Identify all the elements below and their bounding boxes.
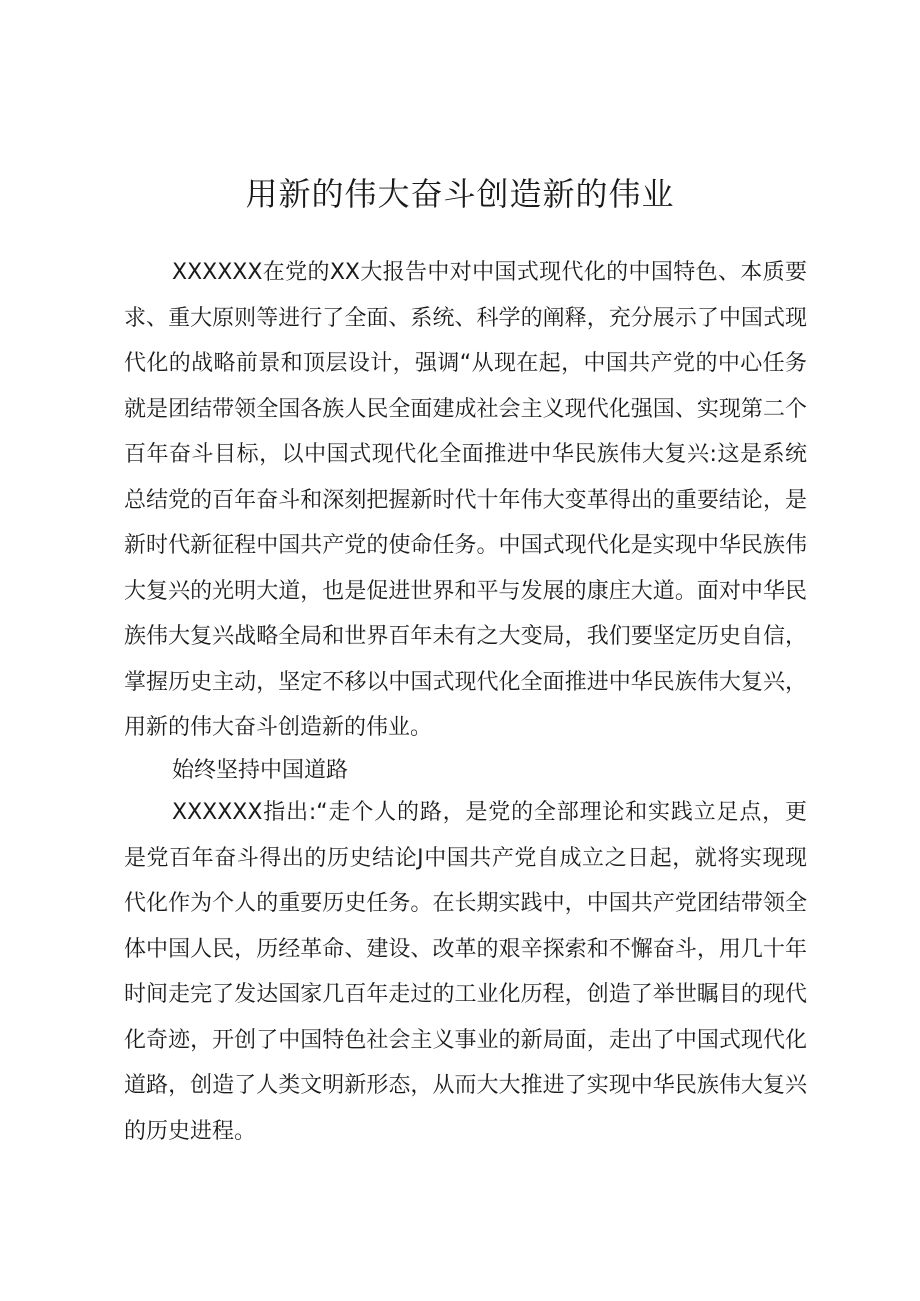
document-title: 用新的伟大奋斗创造新的伟业 [245,175,675,213]
section-heading: 始终坚持中国道路 [172,758,349,783]
paragraph-chinese-road: XXXXXX指出:“走个人的路，是党的全部理论和实践立足点，更是党百年奋斗得出的历史结论J中国共产党自成立之日起，就将实现现代化作为个人的重要历史任务。在长期实践中，中国共产党团结带领全体中国人民，历经革命、建设、改革的艰辛探索和不懈奋斗，用几十年时间走完了发达国家几百年走过的工业化历程，创造了举世瞩目的现代化奇迹，开创了中国特色社会主义事业的新局面，走出了中国式现代化道路，创造了人类文明新形态，从而大大推进了实现中华民族伟大复兴的历史进程。 [124,800,807,1144]
paragraph-intro: XXXXXX在党的XX大报告中对中国式现代化的中国特色、本质要求、重大原则等进行了全面、系统、科学的阐释，充分展示了中国式现代化的战略前景和顶层设计，强调“从现在起，中国共产党的中心任务就是团结带领全国各族人民全面建成社会主义现代化强国、实现第二个百年奋斗目标，以中国式现代化全面推进中华民族伟大复兴:这是系统总结党的百年奋斗和深刻把握新时代十年伟大变革得出的重要结论，是新时代新征程中国共产党的使命任务。中国式现代化是实现中华民族伟大复兴的光明大道，也是促进世界和平与发展的康庄大道。面对中华民族伟大复兴战略全局和世界百年未有之大变局，我们要坚定历史自信，掌握历史主动，坚定不移以中国式现代化全面推进中华民族伟大复兴，用新的伟大奋斗创造新的伟业。 [124,260,807,740]
